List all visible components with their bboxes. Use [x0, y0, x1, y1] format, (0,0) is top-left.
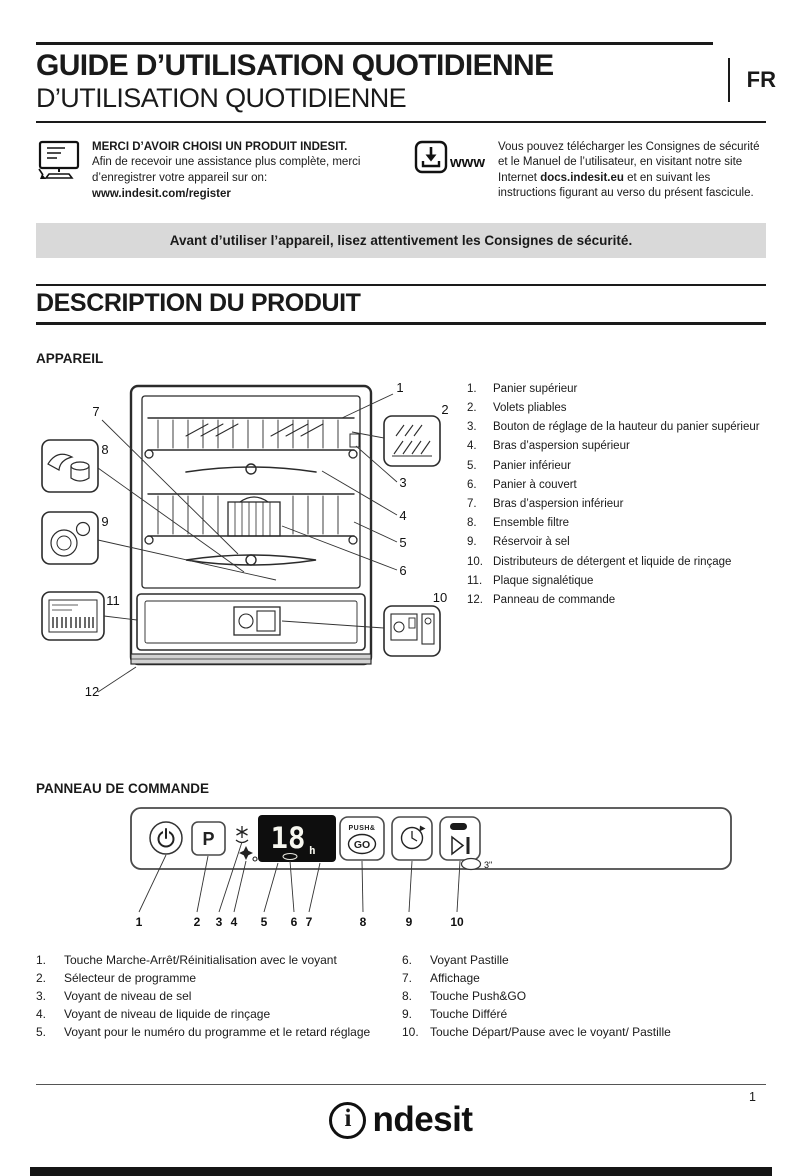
download-text-after: et en suivant les instructions figurant au verso du présent fascicule.	[498, 171, 754, 200]
legend-item	[36, 1007, 402, 1023]
legend-item	[467, 478, 766, 493]
register-monitor-icon	[36, 140, 82, 203]
dispenser-detail-box	[384, 606, 440, 656]
item-number: 5.	[36, 1025, 47, 1039]
item-text: Panneau de commande	[493, 594, 616, 607]
item-text: Panier à couvert	[493, 478, 577, 491]
panel-callout-10: 10	[450, 914, 464, 929]
brand-wordmark: ndesit	[372, 1100, 473, 1139]
indesit-logo	[0, 1100, 802, 1140]
panel-callout-2: 2	[193, 914, 201, 929]
item-number: 1.	[36, 952, 47, 967]
item-number: 4.	[467, 440, 477, 453]
dishwasher-diagram	[36, 374, 451, 729]
item-text: Affichage	[430, 970, 480, 985]
item-number: 4.	[36, 1006, 47, 1021]
page-subtitle: D’UTILISATION QUOTIDIENNE	[36, 82, 407, 113]
legend-item	[467, 555, 766, 570]
item-number: 6.	[402, 952, 413, 967]
download-block	[414, 140, 766, 203]
title-rule-top	[36, 42, 713, 45]
download-link[interactable]: docs.indesit.eu	[540, 171, 624, 184]
indesit-logo-i-icon	[329, 1102, 366, 1139]
legend-item	[467, 401, 766, 416]
callout-6: 6	[399, 562, 407, 578]
panel-callout-7: 7	[305, 914, 313, 929]
footer-rule	[36, 1084, 766, 1085]
legend-item	[402, 989, 766, 1005]
legend-item	[402, 953, 766, 969]
panel-callout-1: 1	[135, 914, 143, 929]
foldable-tines-detail-box	[384, 416, 440, 466]
item-number: 9.	[402, 1006, 413, 1021]
panel-callout-5: 5	[260, 914, 268, 929]
register-body: Afin de recevoir une assistance plus complète, merci d’enregistrer votre appareil sur on:	[92, 156, 361, 184]
salt-reservoir-detail-box	[42, 512, 98, 564]
panel-legend-left	[36, 953, 402, 1043]
panel-callout-4: 4	[230, 914, 238, 929]
appareil-legend	[451, 374, 766, 729]
legend-item	[402, 971, 766, 987]
callout-3: 3	[399, 474, 407, 490]
panel-callout-6: 6	[290, 914, 298, 929]
item-text: Réservoir à sel	[493, 536, 570, 549]
display-time-unit: h	[309, 843, 316, 857]
register-link[interactable]: www.indesit.com/register	[92, 188, 231, 201]
item-text: Voyant de niveau de liquide de rinçage	[64, 1006, 271, 1021]
item-text: Bouton de réglage de la hauteur du panier supérieur	[493, 421, 760, 434]
register-heading: MERCI D’AVOIR CHOISI UN PRODUIT INDESIT.	[92, 141, 348, 153]
rating-plate-detail-box	[42, 592, 104, 640]
footer	[0, 1084, 802, 1176]
legend-item	[36, 971, 402, 987]
item-number: 12.	[467, 594, 483, 607]
item-number: 2.	[467, 401, 477, 414]
item-number: 10.	[402, 1025, 419, 1039]
item-text: Touche Différé	[430, 1006, 508, 1021]
intro-row	[36, 140, 766, 203]
legend-item	[467, 459, 766, 474]
control-panel-diagram	[130, 804, 734, 939]
item-text: Touche Marche-Arrêt/Réinitialisation avec le voyant	[64, 952, 337, 967]
download-www-icon	[414, 140, 488, 203]
go-label: GO	[353, 838, 371, 851]
product-description-row	[36, 374, 766, 729]
callout-1: 1	[396, 379, 404, 395]
item-number: 11.	[467, 574, 483, 587]
legend-item	[36, 989, 402, 1005]
filter-detail-box	[42, 440, 98, 492]
item-text: Distributeurs de détergent et liquide de rinçage	[493, 555, 732, 568]
item-text: Voyant pour le numéro du programme et le retard réglage	[64, 1025, 371, 1039]
item-number: 8.	[467, 517, 477, 530]
callout-2: 2	[441, 401, 449, 417]
item-text: Bras d’aspersion supérieur	[493, 440, 630, 453]
legend-item	[467, 593, 766, 608]
item-text: Volets pliables	[493, 401, 567, 414]
legend-item	[467, 382, 766, 397]
item-number: 1.	[467, 382, 477, 395]
panel-callout-numbers	[136, 915, 464, 929]
download-paragraph	[498, 140, 766, 203]
section-title: DESCRIPTION DU PRODUIT	[36, 289, 361, 318]
panel-callout-3: 3	[215, 914, 223, 929]
section-rule-bottom	[36, 322, 766, 325]
footer-black-bar	[30, 1167, 772, 1176]
item-text: Voyant de niveau de sel	[64, 988, 192, 1003]
title-rule-bottom	[36, 121, 766, 124]
hold-3s-indicator	[462, 858, 493, 870]
legend-item	[467, 497, 766, 512]
display-time-value: 18	[270, 820, 306, 855]
safety-notice-banner: Avant d’utiliser l’appareil, lisez attentivement les Consignes de sécurité.	[36, 223, 766, 258]
register-block	[36, 140, 388, 203]
callout-5: 5	[399, 534, 407, 550]
callout-10: 10	[432, 589, 448, 605]
item-number: 7.	[402, 970, 413, 985]
legend-item	[36, 1025, 402, 1041]
legend-item	[36, 953, 402, 969]
callout-4: 4	[399, 507, 407, 523]
panel-outline	[131, 808, 731, 869]
callout-12: 12	[84, 683, 100, 699]
panel-legend	[36, 953, 766, 1043]
item-number: 3.	[467, 421, 477, 434]
item-text: Bras d’aspersion inférieur	[493, 497, 624, 510]
display	[258, 815, 336, 862]
page-number: 1	[749, 1090, 756, 1104]
legend-item	[467, 535, 766, 550]
legend-item	[467, 420, 766, 435]
section-header	[36, 284, 766, 325]
item-text: Panier supérieur	[493, 382, 578, 395]
item-text: Sélecteur de programme	[64, 970, 197, 985]
program-button-label: P	[202, 828, 215, 849]
panel-callout-9: 9	[405, 914, 413, 929]
legend-item	[402, 1025, 766, 1041]
language-label: FR	[746, 67, 776, 92]
panel-legend-right	[402, 953, 766, 1043]
appareil-heading: APPAREIL	[36, 350, 104, 366]
item-number: 10.	[467, 555, 483, 568]
hold-3s-label: 3"	[484, 859, 493, 870]
legend-item	[467, 516, 766, 531]
item-number: 9.	[467, 536, 477, 549]
item-number: 7.	[467, 497, 477, 510]
item-number: 5.	[467, 459, 477, 472]
panel-heading: PANNEAU DE COMMANDE	[36, 780, 210, 796]
page-title: GUIDE D’UTILISATION QUOTIDIENNE	[36, 48, 554, 82]
section-rule-top	[36, 284, 766, 287]
callout-9: 9	[101, 513, 109, 529]
callout-8: 8	[101, 441, 109, 457]
callout-11: 11	[106, 592, 120, 608]
item-text: Panier inférieur	[493, 459, 571, 472]
legend-item	[467, 439, 766, 454]
item-text: Plaque signalétique	[493, 574, 594, 587]
item-text: Touche Push&GO	[430, 988, 527, 1003]
language-badge	[728, 58, 776, 102]
logo-i: i	[344, 1105, 352, 1132]
download-text-before: Vous pouvez télécharger les Consignes de sécurité et le Manuel de l’utilisateur, en visitant notre site Internet	[498, 141, 760, 184]
item-number: 6.	[467, 478, 477, 491]
dishwasher-cabinet	[131, 386, 371, 664]
item-text: Touche Départ/Pause avec le voyant/ Pastille	[430, 1025, 671, 1039]
legend-item	[402, 1007, 766, 1023]
item-number: 8.	[402, 988, 413, 1003]
legend-item	[467, 574, 766, 589]
www-label: www	[450, 154, 486, 171]
push-label: PUSH&	[348, 824, 376, 832]
callout-7: 7	[92, 403, 100, 419]
item-number: 2.	[36, 970, 47, 985]
item-text: Voyant Pastille	[430, 952, 509, 967]
item-number: 3.	[36, 988, 47, 1003]
panel-callout-8: 8	[359, 914, 367, 929]
item-text: Ensemble filtre	[493, 517, 570, 530]
